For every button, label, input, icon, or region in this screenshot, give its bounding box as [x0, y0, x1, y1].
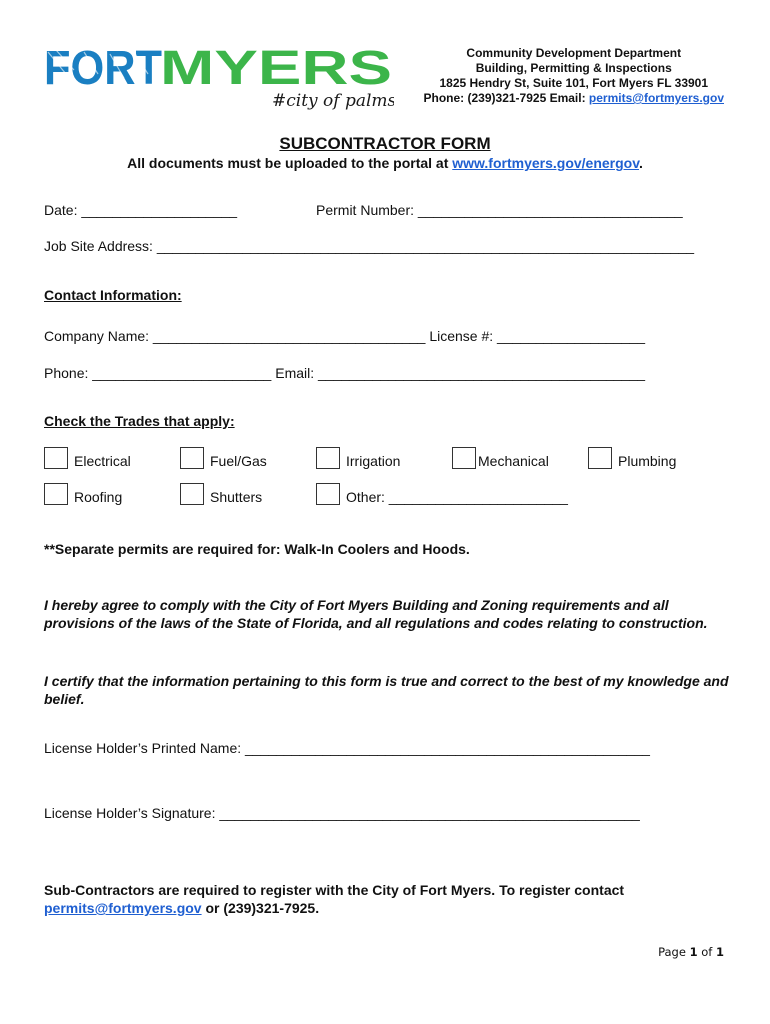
page-current: 1 [689, 945, 698, 959]
trades-heading: Check the Trades that apply: [44, 413, 235, 429]
other-checkbox[interactable] [316, 483, 340, 505]
registration-text: Sub-Contractors are required to register with the City of Fort Myers. To register contact [44, 882, 625, 898]
registration-note [44, 881, 734, 917]
svg-text:#city of palms: #city of palms [272, 91, 394, 110]
agreement-statement: I hereby agree to comply with the City of Fort Myers Building and Zoning requirements and all provisions of the laws of the State of Florida, and all regulations and codes relating to construction. [44, 597, 708, 631]
header-line-4 [424, 91, 724, 106]
electrical-label: Electrical [74, 453, 131, 469]
contact-information-heading: Contact Information: [44, 287, 182, 303]
fuel-gas-label: Fuel/Gas [210, 453, 267, 469]
svg-text:MYERS: MYERS [160, 44, 392, 95]
upload-instructions [0, 155, 770, 171]
header-email-link[interactable]: permits@fortmyers.gov [588, 91, 724, 105]
other-field[interactable]: Other: _______________________ [346, 489, 568, 505]
job-site-address-field[interactable]: Job Site Address: _____________________________________________________________________ [44, 238, 695, 254]
header-phone: Phone: (239)321-7925 Email: [423, 91, 589, 105]
page-label: Page [658, 945, 690, 959]
header-line-2: Building, Permitting & Inspections [475, 61, 672, 75]
registration-phone: or (239)321-7925. [201, 900, 320, 916]
page-of: of [697, 945, 716, 959]
department-header [424, 46, 724, 106]
registration-email-link[interactable]: permits@fortmyers.gov [44, 900, 202, 916]
mechanical-label: Mechanical [478, 453, 549, 469]
plumbing-checkbox[interactable] [588, 447, 612, 469]
company-license-field[interactable]: Company Name: ___________________________________ License #: ___________________ [44, 328, 645, 344]
svg-text:FORT: FORT [44, 44, 162, 95]
separate-permits-note: **Separate permits are required for: Walk-In Coolers and Hoods. [44, 541, 470, 557]
roofing-checkbox[interactable] [44, 483, 68, 505]
irrigation-checkbox[interactable] [316, 447, 340, 469]
subtitle-text: All documents must be uploaded to the portal at [127, 155, 453, 171]
roofing-label: Roofing [74, 489, 123, 505]
mechanical-checkbox[interactable] [452, 447, 476, 469]
signature-field[interactable]: License Holder’s Signature: ______________________________________________________ [44, 805, 640, 821]
header-line-3: 1825 Hendry St, Suite 101, Fort Myers FL 33901 [439, 76, 709, 90]
irrigation-label: Irrigation [346, 453, 401, 469]
shutters-label: Shutters [210, 489, 263, 505]
fort-myers-logo [44, 44, 394, 110]
subtitle-period: . [638, 155, 643, 171]
plumbing-label: Plumbing [618, 453, 677, 469]
energov-link[interactable]: www.fortmyers.gov/energov [452, 155, 639, 171]
date-field[interactable]: Date: ____________________ [44, 202, 238, 218]
electrical-checkbox[interactable] [44, 447, 68, 469]
permit-number-field[interactable]: Permit Number: __________________________________ [316, 202, 683, 218]
printed-name-field[interactable]: License Holder’s Printed Name: ____________________________________________________ [44, 740, 650, 756]
phone-email-field[interactable]: Phone: _______________________ Email: __________________________________________ [44, 365, 646, 381]
fuel-gas-checkbox[interactable] [180, 447, 204, 469]
certification-statement: I certify that the information pertaining to this form is true and correct to the best of my knowledge and belief. [44, 673, 729, 707]
header-line-1: Community Development Department [466, 46, 682, 60]
shutters-checkbox[interactable] [180, 483, 204, 505]
page-number [658, 945, 724, 959]
form-title: SUBCONTRACTOR FORM [279, 134, 491, 153]
page-total: 1 [715, 945, 724, 959]
